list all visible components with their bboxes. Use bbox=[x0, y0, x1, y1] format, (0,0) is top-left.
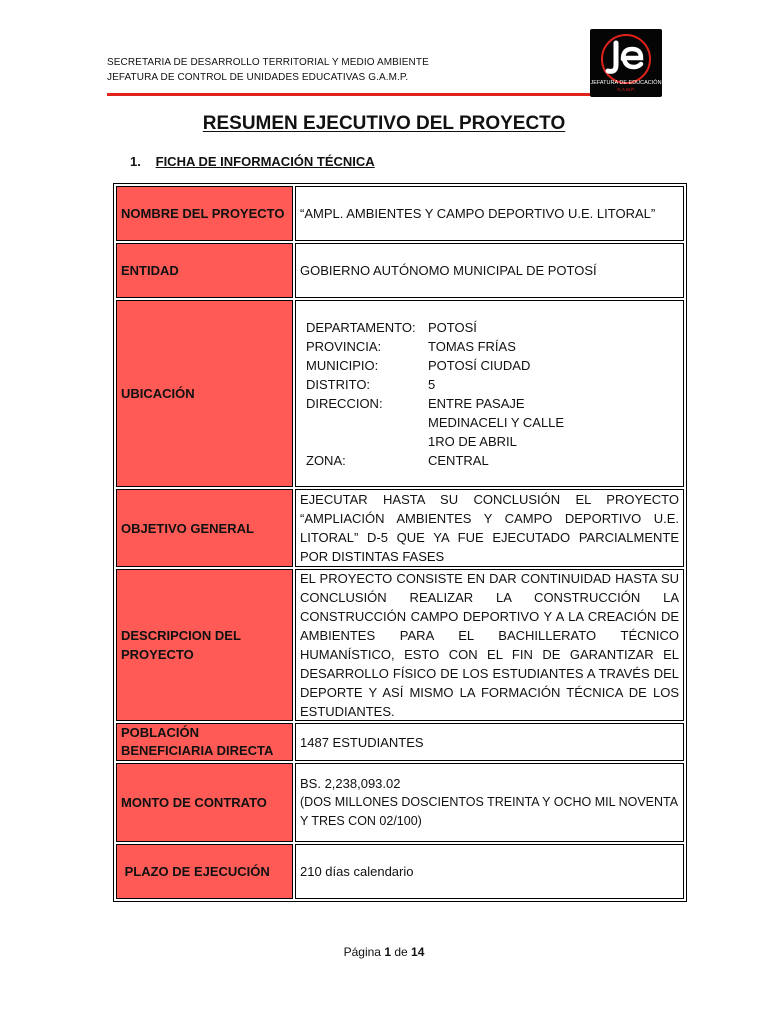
header-red-rule bbox=[107, 93, 617, 96]
logo-text: JEFATURA DE EDUCACIÓN bbox=[590, 80, 662, 86]
row-plazo bbox=[116, 844, 684, 899]
value-ubicacion bbox=[295, 300, 684, 487]
page-footer bbox=[0, 945, 768, 959]
section-label: FICHA DE INFORMACIÓN TÉCNICA bbox=[155, 154, 375, 169]
ubicacion-key: DEPARTAMENTO: bbox=[306, 319, 416, 335]
ubicacion-value: MEDINACELI Y CALLE bbox=[428, 414, 565, 430]
ubicacion-value: CENTRAL bbox=[428, 452, 489, 468]
ubicacion-key: ZONA: bbox=[306, 452, 346, 468]
ubicacion-line bbox=[306, 375, 568, 394]
org-line-1: SECRETARIA DE DESARROLLO TERRITORIAL Y MEDIO AMBIENTE bbox=[107, 57, 429, 68]
label-nombre-proyecto: NOMBRE DEL PROYECTO bbox=[116, 186, 293, 241]
value-plazo: 210 días calendario bbox=[295, 844, 684, 899]
value-poblacion: 1487 ESTUDIANTES bbox=[295, 723, 684, 761]
row-ubicacion bbox=[116, 300, 684, 487]
value-nombre-proyecto: “AMPL. AMBIENTES Y CAMPO DEPORTIVO U.E. LITORAL” bbox=[295, 186, 684, 241]
section-heading bbox=[130, 154, 375, 169]
header-organization bbox=[107, 55, 429, 85]
row-monto bbox=[116, 763, 684, 842]
value-descripcion: EL PROYECTO CONSISTE EN DAR CONTINUIDAD HASTA SU CONCLUSIÓN REALIZAR LA CONSTRUCCIÓN LA CONSTRUCCIÓN CAMPO DEPORTIVO Y A LA CREACIÓN DE AMBIENTES PARA EL BACHILLERATO TÉCNICO HUMANÍSTICO, ESTO CON EL FIN DE GARANTIZAR EL DESARROLLO FÍSICO DE LOS ESTUDIANTES A TRAVÉS DEL DEPORTE Y ASÍ MISMO LA FORMACIÓN TÉCNICA DE LOS ESTUDIANTES. bbox=[295, 569, 684, 721]
ubicacion-value: ENTRE PASAJE bbox=[428, 395, 525, 411]
document-title: RESUMEN EJECUTIVO DEL PROYECTO bbox=[202, 113, 566, 134]
ubicacion-key: DISTRITO: bbox=[306, 376, 371, 392]
ubicacion-key: MUNICIPIO: bbox=[306, 357, 379, 373]
ubicacion-list bbox=[300, 318, 568, 470]
ubicacion-value: TOMAS FRÍAS bbox=[428, 338, 516, 354]
ubicacion-line bbox=[306, 451, 568, 470]
value-monto bbox=[295, 763, 684, 842]
ubicacion-key: PROVINCIA: bbox=[306, 338, 382, 354]
ubicacion-line bbox=[306, 394, 568, 413]
label-monto: MONTO DE CONTRATO bbox=[116, 763, 293, 842]
row-objetivo bbox=[116, 489, 684, 567]
ficha-tecnica-table bbox=[113, 183, 687, 902]
ubicacion-line bbox=[306, 432, 568, 451]
monto-literal: (DOS MILLONES DOSCIENTOS TREINTA Y OCHO MIL NOVENTA Y TRES CON 02/100) bbox=[300, 795, 678, 828]
row-nombre bbox=[116, 186, 684, 241]
label-entidad: ENTIDAD bbox=[116, 243, 293, 298]
monto-amount: BS. 2,238,093.02 bbox=[300, 776, 401, 791]
label-descripcion: DESCRIPCION DEL PROYECTO bbox=[116, 569, 293, 721]
label-poblacion: POBLACIÓN BENEFICIARIA DIRECTA bbox=[116, 723, 293, 761]
section-number: 1. bbox=[130, 154, 141, 169]
logo-emblem bbox=[590, 29, 662, 97]
label-plazo: PLAZO DE EJECUCIÓN bbox=[116, 844, 293, 899]
ubicacion-line bbox=[306, 318, 568, 337]
ubicacion-key bbox=[306, 413, 428, 432]
ubicacion-line bbox=[306, 337, 568, 356]
ubicacion-value: POTOSÍ CIUDAD bbox=[428, 357, 531, 373]
row-descripcion bbox=[116, 569, 684, 721]
footer-middle: de bbox=[391, 945, 412, 959]
ubicacion-value: POTOSÍ bbox=[428, 319, 477, 335]
ubicacion-value: 1RO DE ABRIL bbox=[428, 433, 517, 449]
value-objetivo-general: EJECUTAR HASTA SU CONCLUSIÓN EL PROYECTO “AMPLIACIÓN AMBIENTES Y CAMPO DEPORTIVO U.E. LITORAL” D-5 QUE YA FUE EJECUTADO PARCIALMENTE POR DISTINTAS FASES bbox=[295, 489, 684, 567]
label-ubicacion: UBICACIÓN bbox=[116, 300, 293, 487]
current-page: 1 bbox=[384, 945, 391, 959]
jefatura-logo bbox=[590, 29, 662, 97]
total-pages: 14 bbox=[411, 945, 425, 959]
footer-prefix: Página bbox=[343, 945, 385, 959]
value-entidad: GOBIERNO AUTÓNOMO MUNICIPAL DE POTOSÍ bbox=[295, 243, 684, 298]
label-objetivo-general: OBJETIVO GENERAL bbox=[116, 489, 293, 567]
ubicacion-key bbox=[306, 432, 428, 451]
ubicacion-key: DIRECCION: bbox=[306, 395, 383, 411]
ubicacion-line bbox=[306, 356, 568, 375]
row-poblacion bbox=[116, 723, 684, 761]
org-line-2: JEFATURA DE CONTROL DE UNIDADES EDUCATIVAS G.A.M.P. bbox=[107, 72, 409, 83]
ubicacion-line bbox=[306, 413, 568, 432]
logo-subtext: G.A.M.P. bbox=[617, 87, 635, 92]
row-entidad bbox=[116, 243, 684, 298]
ubicacion-value: 5 bbox=[428, 376, 436, 392]
